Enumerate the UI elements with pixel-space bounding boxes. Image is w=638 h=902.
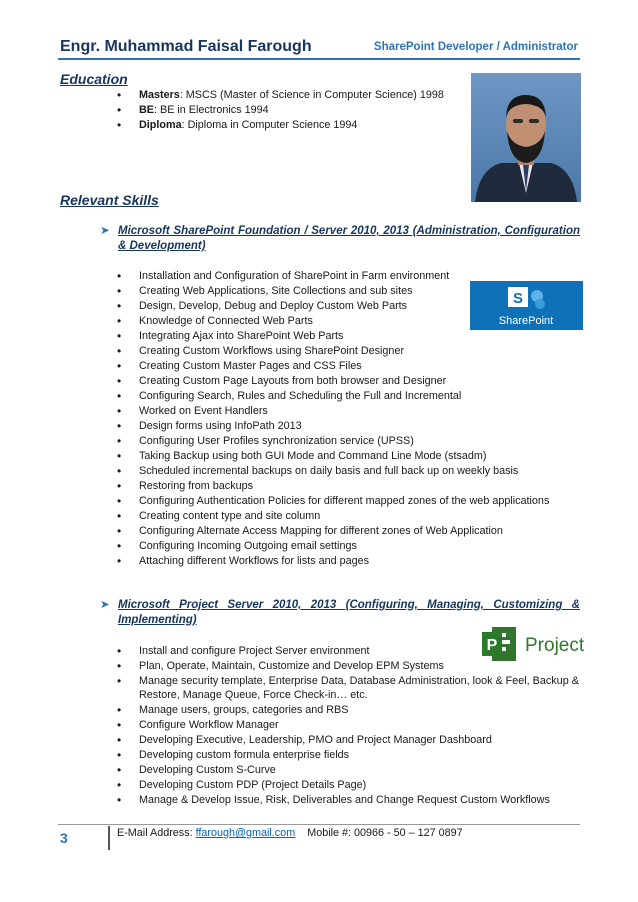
list-item: • Creating content type and site column (117, 509, 549, 524)
list-item: • Configuring Alternate Access Mapping for different zones of Web Application (117, 524, 549, 539)
project-skill-list (117, 644, 581, 808)
resume-role: SharePoint Developer / Administrator (373, 41, 578, 53)
profile-photo (471, 73, 581, 202)
list-item: • Configuring Search, Rules and Scheduling the Full and Incremental (117, 389, 549, 404)
project-subheading-text: Microsoft Project Server 2010, 2013 (Configuring, Managing, Customizing & Implementing) (118, 599, 580, 626)
footer-separator (108, 826, 110, 850)
education-label: BE (139, 104, 154, 116)
list-item: • Manage & Develop Issue, Risk, Deliverables and Change Request Custom Workflows (117, 793, 581, 808)
resume-name: Engr. Muhammad Faisal Farough (60, 38, 312, 55)
list-item: • Configuring Authentication Policies for different mapped zones of the web applications (117, 494, 549, 509)
page-number: 3 (60, 830, 68, 846)
skills-heading: Relevant Skills (60, 192, 159, 208)
education-list (117, 88, 444, 133)
email-link[interactable]: ffarough@gmail.com (195, 827, 296, 839)
arrow-icon: ➤ (100, 599, 110, 611)
mobile-number: Mobile #: 00966 - 50 – 127 0897 (307, 827, 463, 839)
list-item: • Developing Custom PDP (Project Details Page) (117, 778, 581, 793)
footer-divider (58, 824, 580, 825)
sharepoint-logo-text: SharePoint (498, 315, 554, 327)
list-item: • Creating Web Applications, Site Collections and sub sites (117, 284, 549, 299)
list-item: • Configuring User Profiles synchronization service (UPSS) (117, 434, 549, 449)
list-item: • Developing Custom S-Curve (117, 763, 581, 778)
list-item: • Attaching different Workflows for lists and pages (117, 554, 549, 569)
sharepoint-subheading (100, 224, 580, 254)
arrow-icon: ➤ (100, 225, 110, 237)
project-logo-text: Project (525, 635, 585, 656)
list-item: • Configure Workflow Manager (117, 718, 581, 733)
sharepoint-skill-list (117, 269, 549, 569)
education-heading: Education (60, 71, 128, 87)
list-item: • Plan, Operate, Maintain, Customize and Develop EPM Systems (117, 659, 581, 674)
education-label: Diploma (139, 119, 182, 131)
list-item (117, 118, 444, 133)
sharepoint-subheading-text: Microsoft SharePoint Foundation / Server 2010, 2013 (Administration, Configuration & Development) (118, 225, 580, 252)
list-item: • Creating Custom Page Layouts from both browser and Designer (117, 374, 549, 389)
list-item: • Restoring from backups (117, 479, 549, 494)
list-item: • Worked on Event Handlers (117, 404, 549, 419)
list-item: • Design, Develop, Debug and Deploy Custom Web Parts (117, 299, 549, 314)
email-label: E-Mail Address: (117, 827, 196, 839)
list-item: • Developing custom formula enterprise fields (117, 748, 581, 763)
list-item: • Integrating Ajax into SharePoint Web Parts (117, 329, 549, 344)
list-item: • Manage users, groups, categories and RBS (117, 703, 581, 718)
list-item: • Knowledge of Connected Web Parts (117, 314, 549, 329)
education-label: Masters (139, 89, 180, 101)
list-item (117, 88, 444, 103)
education-text: : Diploma in Computer Science 1994 (181, 119, 358, 131)
list-item: • Configuring Incoming Outgoing email settings (117, 539, 549, 554)
portrait-illustration (471, 73, 581, 202)
education-text: : MSCS (Master of Science in Computer Science) 1998 (179, 89, 444, 101)
header-divider (58, 58, 580, 60)
list-item: • Creating Custom Master Pages and CSS Files (117, 359, 549, 374)
education-text: : BE in Electronics 1994 (154, 104, 269, 116)
project-subheading (100, 598, 580, 628)
list-item (117, 103, 444, 118)
list-item: • Developing Executive, Leadership, PMO and Project Manager Dashboard (117, 733, 581, 748)
list-item: • Creating Custom Workflows using SharePoint Designer (117, 344, 549, 359)
list-item: • Scheduled incremental backups on daily basis and full back up on weekly basis (117, 464, 549, 479)
list-item: • Installation and Configuration of SharePoint in Farm environment (117, 269, 549, 284)
list-item: • Taking Backup using both GUI Mode and Command Line Mode (stsadm) (117, 449, 549, 464)
list-item: • Install and configure Project Server environment (117, 644, 581, 659)
footer-contact (117, 827, 463, 839)
list-item: • Design forms using InfoPath 2013 (117, 419, 549, 434)
list-item: • Manage security template, Enterprise Data, Database Administration, look & Feel, Backup & Restore, Manage Queue, Force Check-in… etc. (117, 674, 581, 702)
project-logo-letter: P (486, 637, 498, 654)
sharepoint-logo-letter: S (512, 290, 524, 307)
